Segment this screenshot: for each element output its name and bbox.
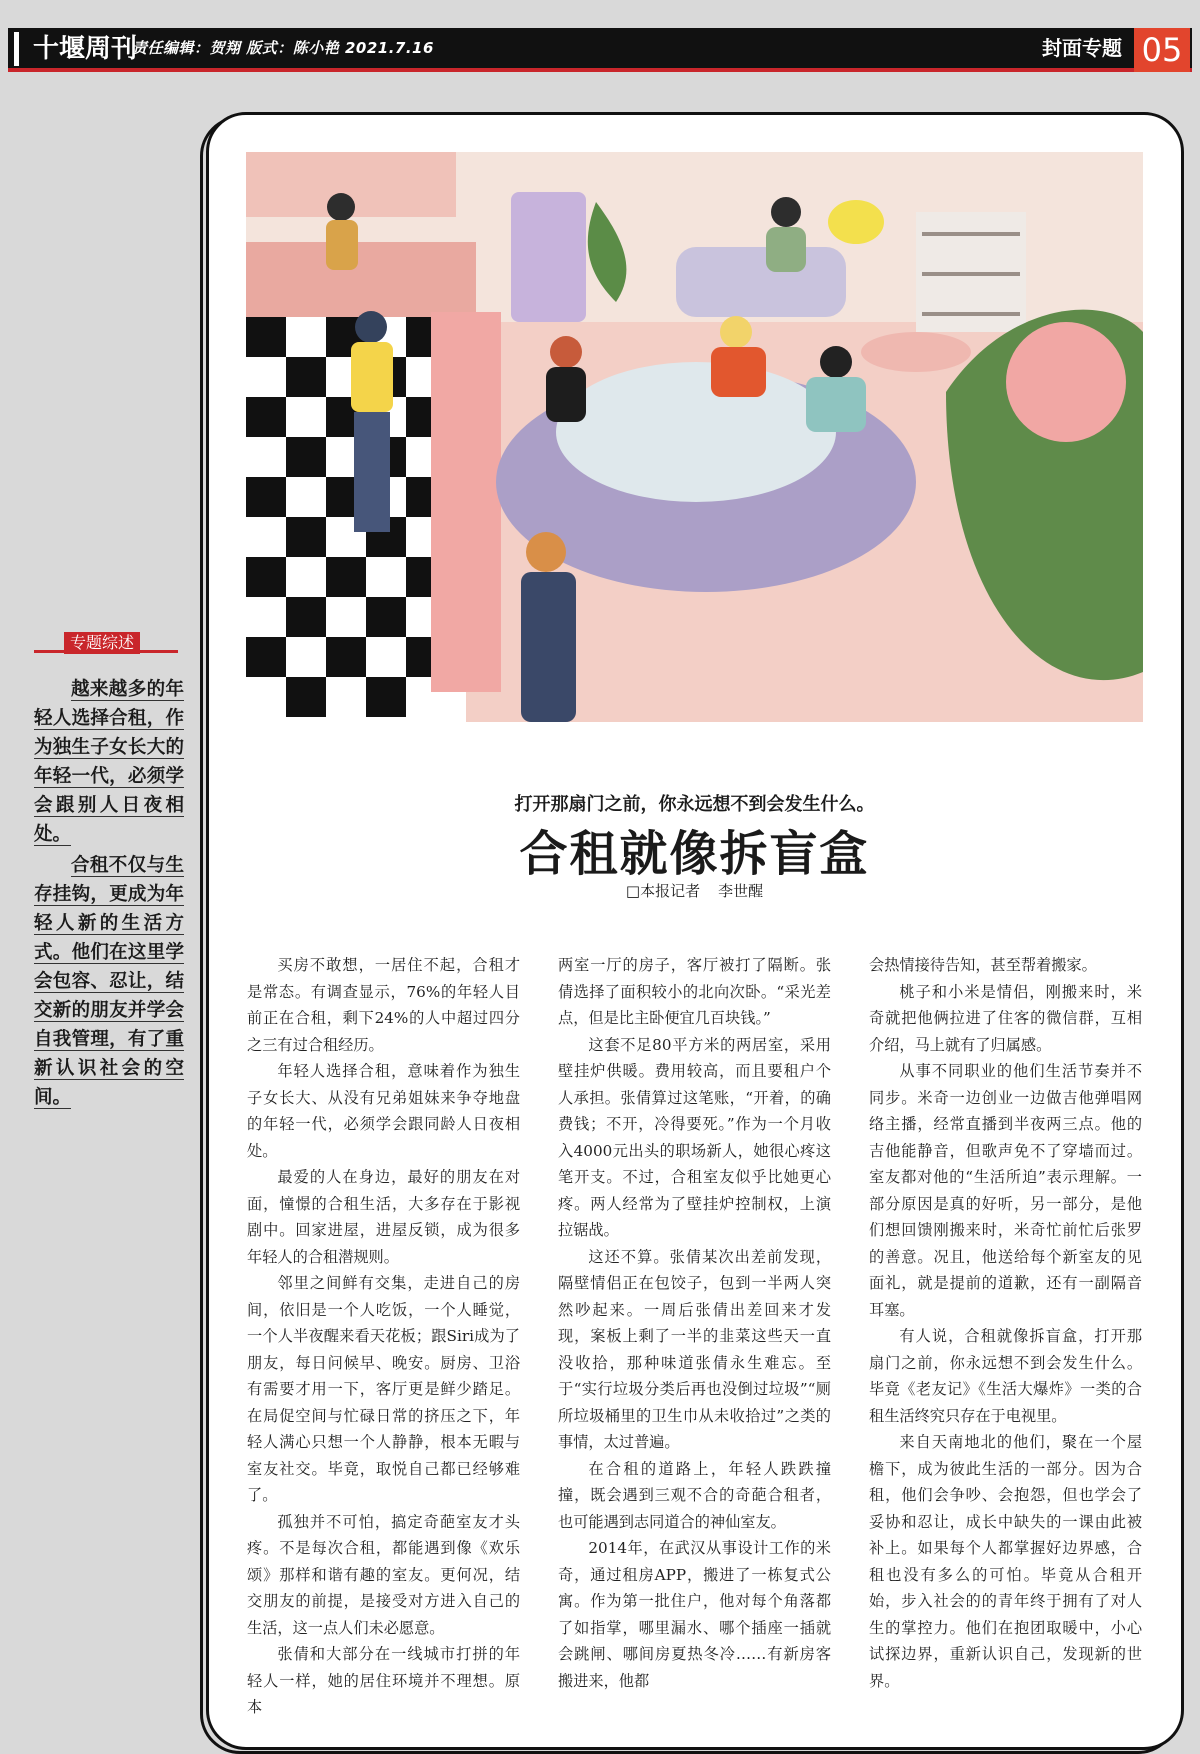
paragraph: 两室一厅的房子，客厅被打了隔断。张倩选择了面积较小的北向次卧。“采光差点，但是比主卧便宜几百块钱。”	[558, 956, 831, 1027]
shared-apartment-illustration	[246, 152, 1143, 722]
sidebar-summary	[34, 675, 184, 1114]
article-byline	[246, 880, 1143, 901]
paragraph: 来自天南地北的他们，聚在一个屋檐下，成为彼此生活的一部分。因为合租，他们会争吵、会抱怨，但也学会了妥协和忍让，成长中缺失的一课由此被补上。如果每个人都掌握好边界感，合租也没有多么的可怕。毕竟从合租开始，步入社会的的青年终于拥有了对人生的掌控力。他们在抱团取暖中，小心试探边界，重新认识自己，发现新的世界。	[869, 1433, 1142, 1690]
header-red-rule	[8, 68, 1192, 72]
section-title: 封面专题	[1042, 36, 1122, 60]
paragraph: 2014年，在武汉从事设计工作的米奇，通过租房APP，搬进了一栋复式公寓。作为第一批住户，他对每个角落都了如指掌，哪里漏水、哪个插座一插就会跳闸、哪间房夏热冬冷……有新房客搬进来，他都	[558, 1539, 831, 1690]
sidebar-paragraph: 合租不仅与生存挂钩，更成为年轻人新的生活方式。他们在这里学会包容、忍让，结交新的朋友并学会自我管理，有了重新认识社会的空间。	[34, 855, 184, 1108]
article-column-3	[869, 952, 1142, 1694]
paragraph: 年轻人选择合租，意味着作为独生子女长大、从没有兄弟姐妹来争夺地盘的年轻一代，必须学会跟同龄人日夜相处。	[247, 1062, 520, 1160]
paragraph: 张倩和大部分在一线城市打拼的年轻人一样，她的居住环境并不理想。原本	[247, 1645, 520, 1716]
paragraph: 最爱的人在身边，最好的朋友在对面，憧憬的合租生活，大多存在于影视剧中。回家进屋，进屋反锁，成为很多年轻人的合租潜规则。	[247, 1168, 520, 1266]
paragraph: 从事不同职业的他们生活节奏并不同步。米奇一边创业一边做吉他弹唱网络主播，经常直播到半夜两三点。他的吉他能静音，但歌声免不了穿墙而过。室友都对他的“生活所迫”表示理解。一部分原因是真的好听，另一部分，是他们想回馈刚搬来时，米奇忙前忙后张罗的善意。况且，他送给每个新室友的见面礼，就是提前的道歉，还有一副隔音耳塞。	[869, 1062, 1142, 1319]
paragraph: 有人说，合租就像拆盲盒，打开那扇门之前，你永远想不到会发生什么。毕竟《老友记》《生活大爆炸》一类的合租生活终究只存在于电视里。	[869, 1327, 1142, 1425]
paragraph: 这还不算。张倩某次出差前发现，隔壁情侣正在包饺子，包到一半两人突然吵起来。一周后张倩出差回来才发现，案板上剩了一半的韭菜这些天一直没收拾，那种味道张倩永生难忘。至于“实行垃圾分类后再也没倒过垃圾”“厕所垃圾桶里的卫生巾从未收拾过”之类的事情，太过普遍。	[558, 1247, 831, 1451]
paragraph: 会热情接待告知，甚至帮着搬家。	[869, 956, 1097, 974]
sidebar-paragraph: 越来越多的年轻人选择合租，作为独生子女长大的年轻一代，必须学会跟别人日夜相处。	[34, 679, 184, 845]
article-title: 合租就像拆盲盒	[519, 826, 870, 882]
paragraph: 在合租的道路上，年轻人跌跌撞撞，既会遇到三观不合的奇葩合租者，也可能遇到志同道合的神仙室友。	[558, 1459, 831, 1531]
paragraph: 这套不足80平方米的两居室，采用壁挂炉供暖。费用较高，而且要租户个人承担。张倩算过这笔账，“开着，的确费钱；不开，冷得要死。”作为一个月收入4000元出头的职场新人，她很心疼这笔开支。不过，合租室友似乎比她更心疼。两人经常为了壁挂炉控制权，上演拉锯战。	[558, 1035, 831, 1239]
paragraph: 邻里之间鲜有交集，走进自己的房间，依旧是一个人吃饭，一个人睡觉，一个人半夜醒来看天花板；跟Siri成为了朋友，每日问候早、晚安。厨房、卫浴有需要才用一下，客厅更是鲜少踏足。在局促空间与忙碌日常的挤压之下，年轻人满心只想一个人静静，根本无暇与室友社交。毕竟，取悦自己都已经够难了。	[247, 1274, 520, 1504]
byline-author: 李世醒	[718, 882, 764, 900]
editor-meta: 责任编辑：贺翔 版式：陈小艳 2021.7.16	[132, 39, 434, 57]
article-column-1	[247, 952, 520, 1721]
paragraph: 孤独并不可怕，搞定奇葩室友才头疼。不是每次合租，都能遇到像《欢乐颂》那样和谐有趣的室友。更何况，结交朋友的前提，是接受对方进入自己的生活，这一点人们未必愿意。	[247, 1512, 520, 1637]
article-column-2	[558, 952, 831, 1694]
byline-prefix: □本报记者	[625, 882, 701, 900]
page-number: 05	[1134, 28, 1190, 72]
paragraph: 桃子和小米是情侣，刚搬来时，米奇就把他俩拉进了住客的微信群，互相介绍，马上就有了归属感。	[869, 982, 1142, 1054]
cover-illustration	[246, 152, 1143, 722]
sidebar-tag-label: 专题综述	[64, 632, 140, 654]
newspaper-brand: 十堰周刊	[14, 32, 147, 66]
paragraph: 买房不敢想，一居住不起，合租才是常态。有调查显示，76%的年轻人目前正在合租，剩下24%的人中超过四分之三有过合租经历。	[247, 956, 520, 1054]
sidebar-tag	[34, 632, 178, 656]
article-deck: 打开那扇门之前，你永远想不到会发生什么。	[514, 794, 875, 815]
